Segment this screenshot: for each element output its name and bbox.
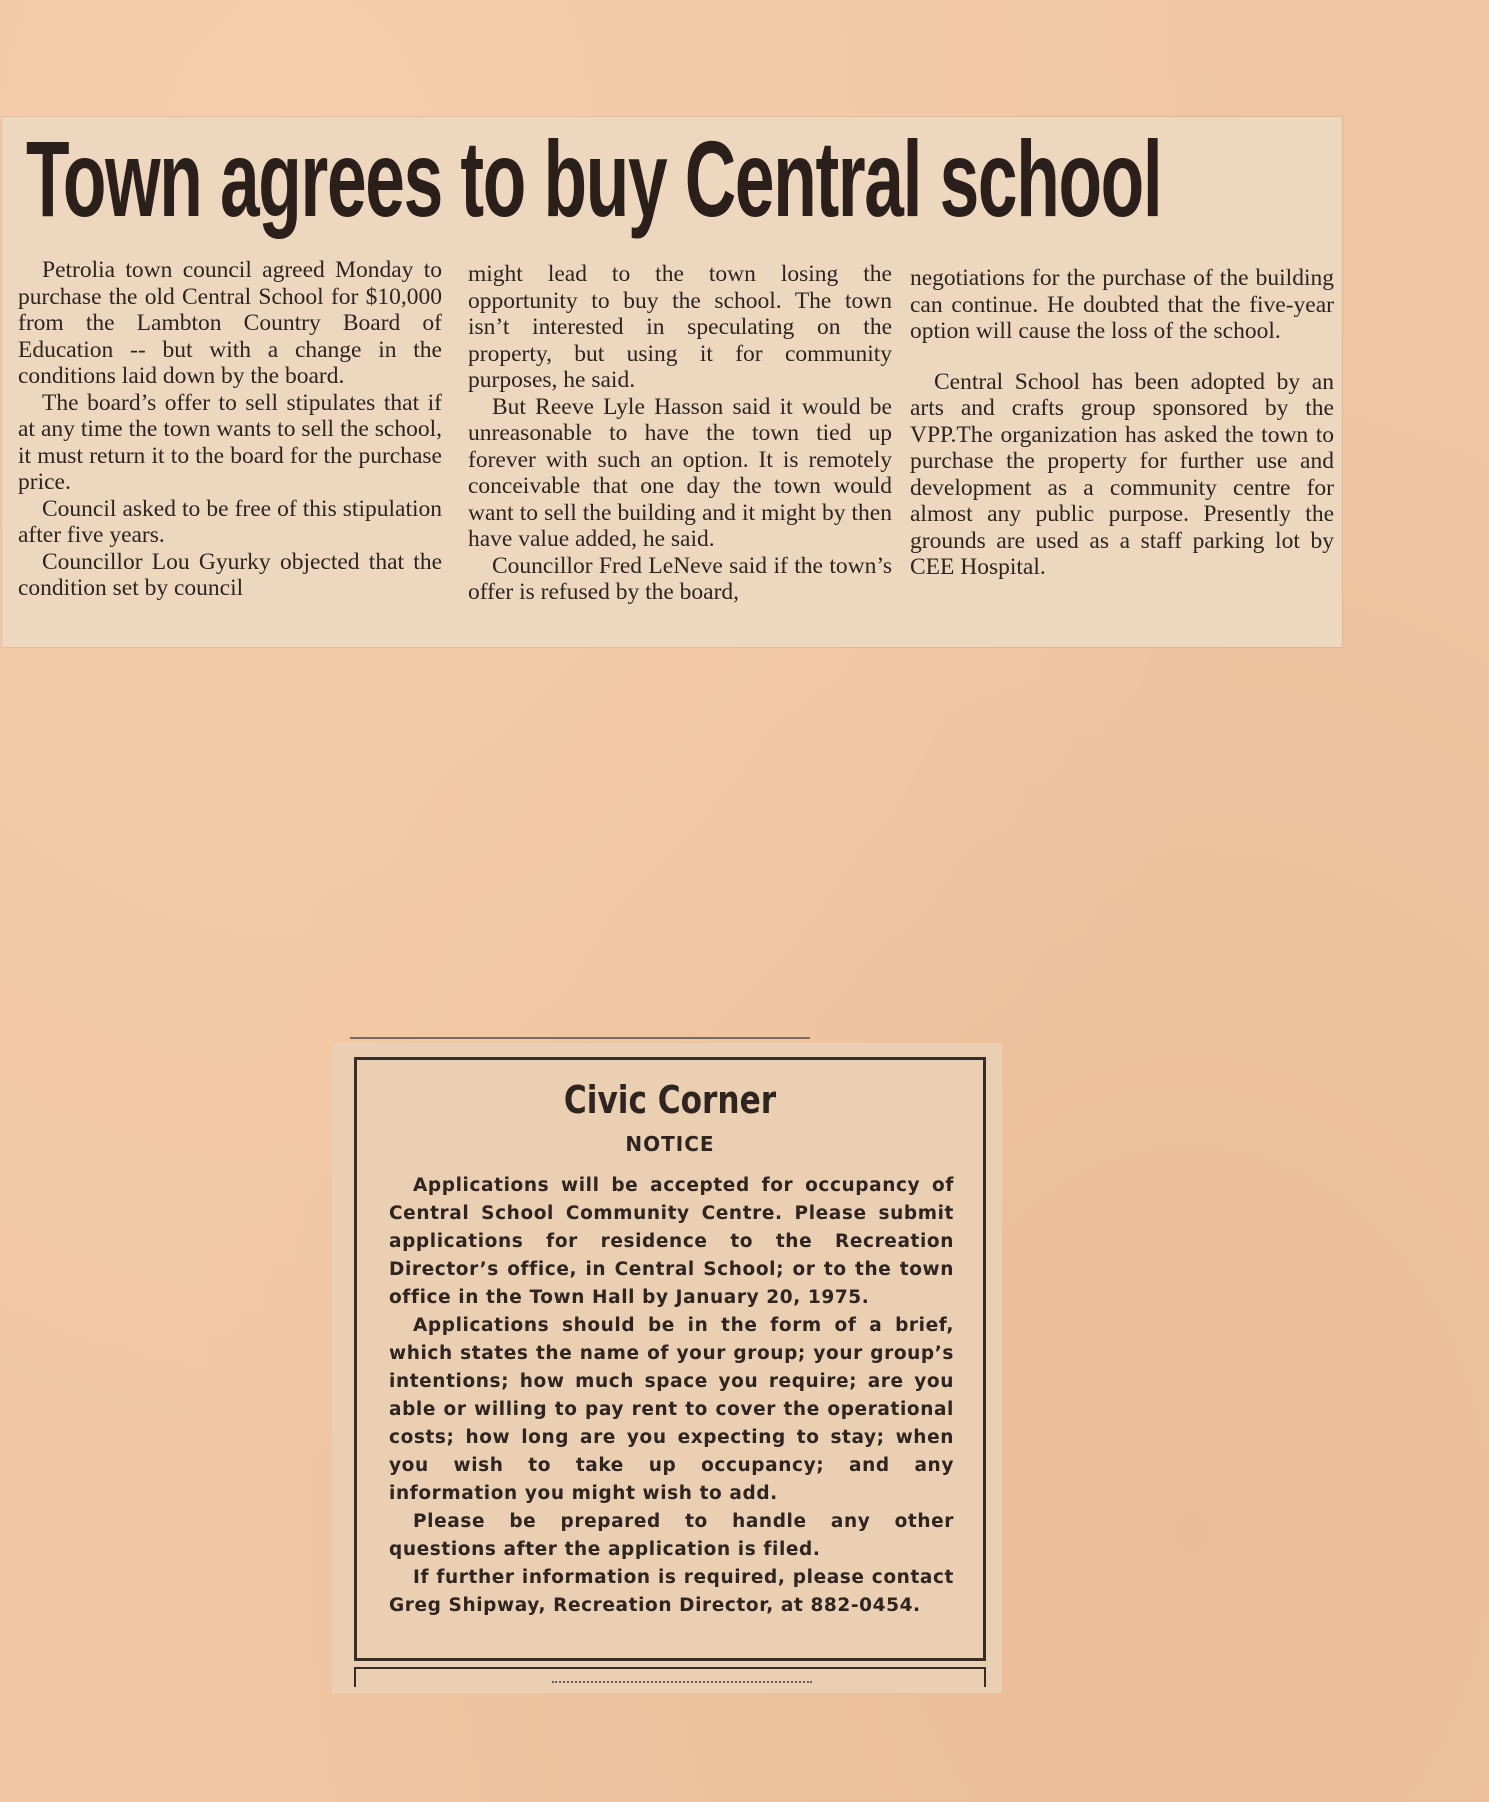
paragraph: Please be prepared to handle any other questions after the application is filed. (389, 1511, 954, 1560)
paragraph: Central School has been adopted by an arts and crafts group sponsored by the VPP.The organization has asked the town to purchase the property for further use and development as a community centre for almost any public purpose. Presently the grounds are used as a staff parking lot by CEE Hospital. (910, 368, 1334, 580)
notice-subtitle: NOTICE (625, 1132, 715, 1156)
paragraph: Councillor Lou Gyurky objected that the condition set by council (18, 548, 442, 601)
dotted-rule (552, 1681, 812, 1683)
newspaper-clipping-notice (332, 1043, 1002, 1693)
paragraph: Applications should be in the form of a brief, which states the name of your group; your group’s intentions; how much space you require; are you able or willing to pay rent to cover the operational costs; how long are you expecting to stay; when you wish to take up occupancy; and any information you might wish to add. (389, 1315, 954, 1504)
paragraph: If further information is required, please contact Greg Shipway, Recreation Director, at 882-0454. (389, 1567, 954, 1616)
newspaper-clipping-article (2, 117, 1342, 647)
divider (350, 1037, 810, 1039)
article-column-2 (468, 261, 892, 606)
paragraph: might lead to the town losing the opportunity to buy the school. The town isn’t interested in speculating on the property, but using it for community purposes, he said. (468, 261, 892, 393)
paragraph: Council asked to be free of this stipulation after five years. (18, 495, 442, 548)
paragraph: Petrolia town council agreed Monday to purchase the old Central School for $10,000 from the Lambton Country Board of Education -- but with a change in the conditions laid down by the board. (18, 257, 442, 389)
article-column-3 (910, 265, 1334, 581)
notice-body (389, 1172, 954, 1620)
box-border-fragment (354, 1667, 986, 1687)
paragraph: But Reeve Lyle Hasson said it would be unreasonable to have the town tied up forever with such an option. It is remotely conceivable that one day the town would want to sell the building and it might by then have value added, he said. (468, 393, 892, 552)
article-headline: Town agrees to buy Central school (26, 118, 1162, 239)
paragraph: The board’s offer to sell stipulates that if at any time the town wants to sell the school, it must return it to the board for the purchase price. (18, 389, 442, 495)
paragraph: negotiations for the purchase of the building can continue. He doubted that the five-year option will cause the loss of the school. (910, 265, 1334, 344)
article-body (18, 257, 1338, 637)
paragraph: Applications will be accepted for occupancy of Central School Community Centre. Please submit applications for residence to the Recreation Director’s office, in Central School; or to the town office in the Town Hall by January 20, 1975. (389, 1175, 954, 1308)
paragraph: Councillor Fred LeNeve said if the town’s offer is refused by the board, (468, 552, 892, 605)
article-column-1 (18, 257, 442, 602)
notice-box (354, 1057, 986, 1661)
notice-title: Civic Corner (563, 1078, 777, 1122)
